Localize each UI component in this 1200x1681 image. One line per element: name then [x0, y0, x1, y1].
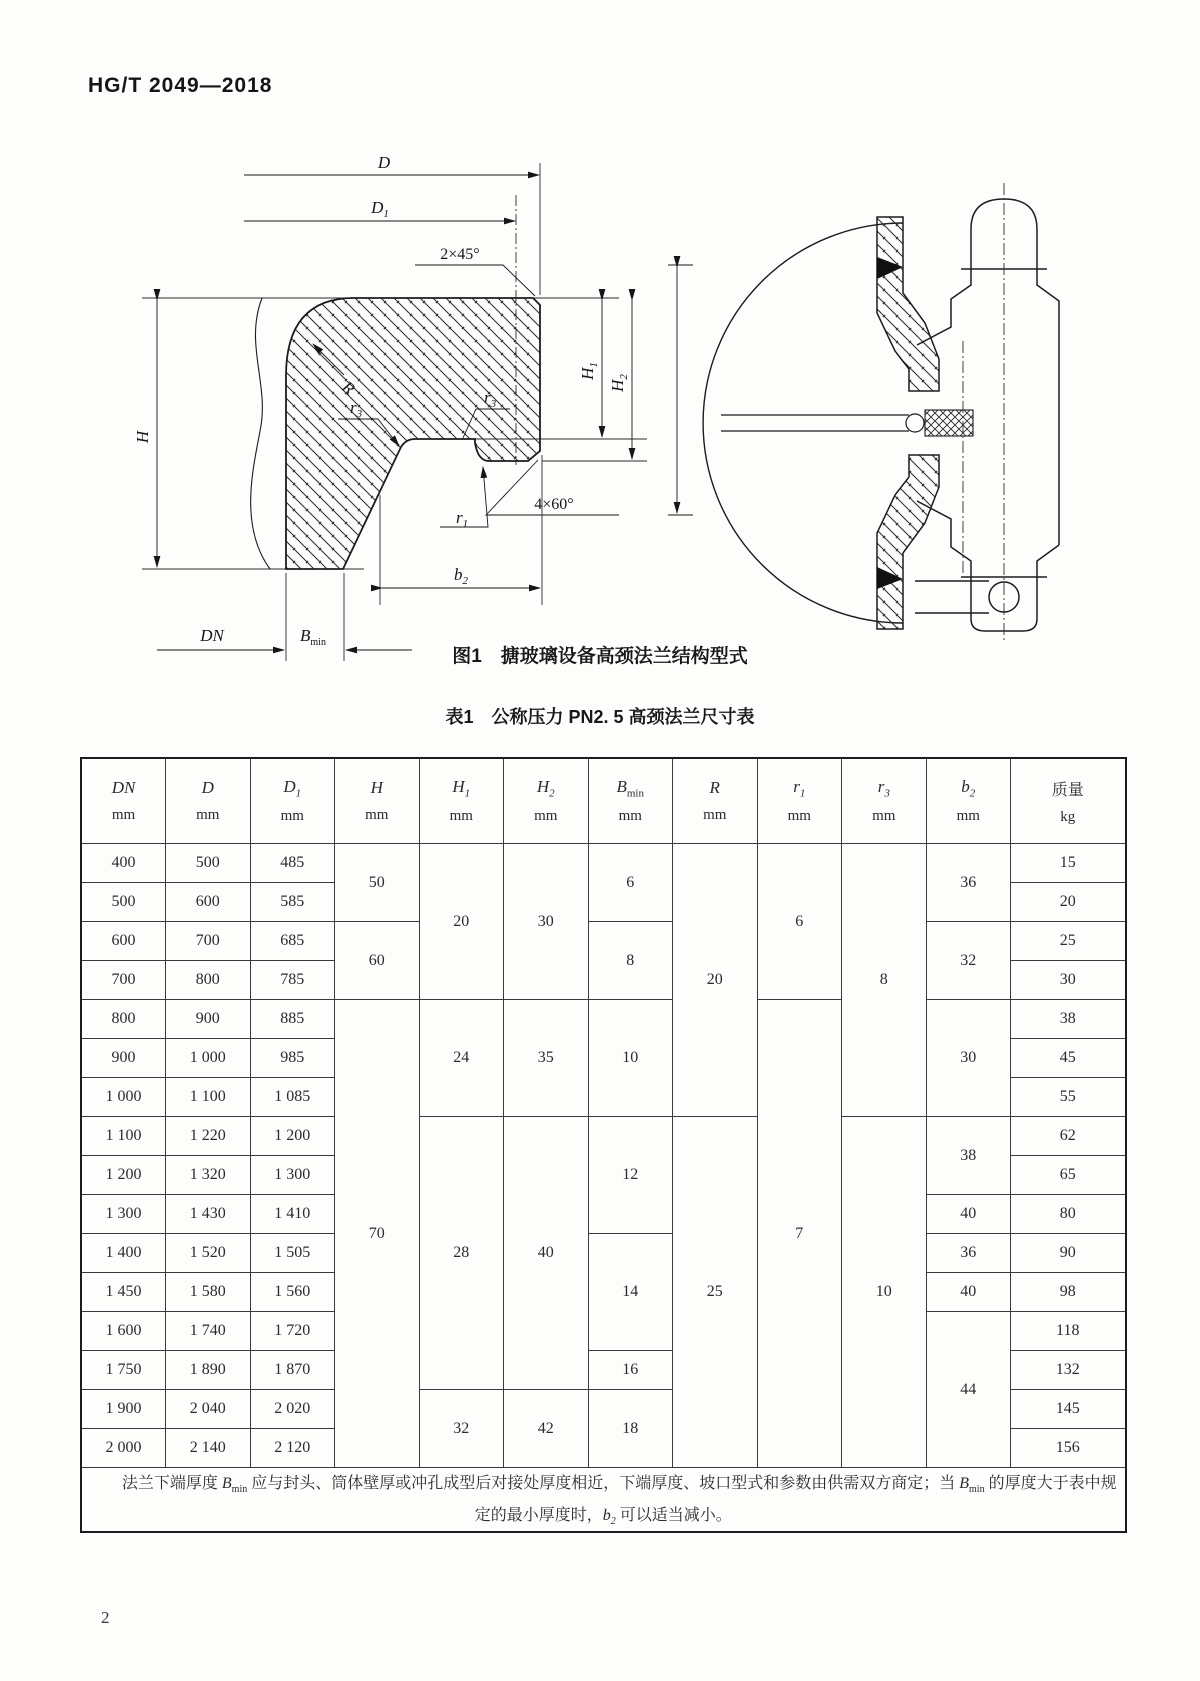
- table-cell: 1 870: [250, 1351, 335, 1390]
- table-cell: 1 750: [81, 1351, 166, 1390]
- table-cell: 1 000: [81, 1078, 166, 1117]
- dim-label-chamfer-top: 2×45°: [440, 246, 480, 263]
- table-cell: 40: [926, 1195, 1011, 1234]
- table-cell: 1 560: [250, 1273, 335, 1312]
- dim-label-b2: $b_2$: [454, 565, 468, 587]
- table-cell: 30: [926, 1000, 1011, 1117]
- table-cell: 2 120: [250, 1429, 335, 1468]
- clamp-assembly-drawing: [663, 173, 1075, 650]
- table-cell: 700: [81, 961, 166, 1000]
- table-cell: 25: [1011, 922, 1126, 961]
- table-cell: 600: [81, 922, 166, 961]
- table-cell: 44: [926, 1312, 1011, 1468]
- table-cell: 1 300: [250, 1156, 335, 1195]
- dim-line-left: [668, 265, 693, 515]
- table-cell: 1 100: [166, 1078, 251, 1117]
- table-cell: 1 400: [81, 1234, 166, 1273]
- table-cell: 1 600: [81, 1312, 166, 1351]
- table-cell: 2 020: [250, 1390, 335, 1429]
- flange-ring-bottom-section: [877, 455, 939, 629]
- dimension-table: [80, 757, 1127, 1533]
- table-cell: 36: [926, 1234, 1011, 1273]
- dim-label-H: H: [133, 430, 152, 444]
- table-cell: 55: [1011, 1078, 1126, 1117]
- table-cell: 50: [335, 844, 420, 922]
- table-cell: 1 580: [166, 1273, 251, 1312]
- break-line: [251, 298, 270, 569]
- table-cell: 885: [250, 1000, 335, 1039]
- table-cell: 40: [504, 1117, 589, 1390]
- figure-caption: 图1 搪玻璃设备高颈法兰结构型式: [452, 646, 748, 667]
- dim-label-chamfer-bottom: 4×60°: [534, 496, 574, 513]
- table-row: [81, 1117, 1126, 1156]
- table-cell: 400: [81, 844, 166, 883]
- table-cell: 1 890: [166, 1351, 251, 1390]
- table-cell: 30: [504, 844, 589, 1000]
- table-cell: 30: [1011, 961, 1126, 1000]
- table-cell: 98: [1011, 1273, 1126, 1312]
- table-cell: 32: [926, 922, 1011, 1000]
- table-cell: 8: [588, 922, 673, 1000]
- table-note: 法兰下端厚度 $B_{min}$ 应与封头、筒体壁厚或冲孔成型后对接处厚度相近，下端厚度、坡口型式和参数由供需双方商定；当 $B_{min}$ 的厚度大于表中规定的最小厚度时，$b_2$ 可以适当减小。: [81, 1468, 1126, 1533]
- table-row: [81, 1234, 1126, 1273]
- table-row: [81, 844, 1126, 883]
- dim-label-D1: $D_1$: [371, 198, 389, 220]
- table-cell: 1 410: [250, 1195, 335, 1234]
- column-header: R mm: [673, 758, 758, 844]
- table-cell: 7: [757, 1000, 842, 1468]
- table-cell: 2 000: [81, 1429, 166, 1468]
- table-cell: 2 140: [166, 1429, 251, 1468]
- table-cell: 62: [1011, 1117, 1126, 1156]
- table-cell: 20: [419, 844, 504, 1000]
- table-header: [81, 758, 1126, 844]
- table-cell: 1 200: [81, 1156, 166, 1195]
- table-cell: 1 085: [250, 1078, 335, 1117]
- table-cell: 38: [926, 1117, 1011, 1195]
- table-cell: 1 000: [166, 1039, 251, 1078]
- dim-label-R: R: [338, 377, 359, 399]
- table-cell: 45: [1011, 1039, 1126, 1078]
- table-cell: 40: [926, 1273, 1011, 1312]
- table-cell: 1 520: [166, 1234, 251, 1273]
- table-cell: 785: [250, 961, 335, 1000]
- table-cell: 800: [81, 1000, 166, 1039]
- table-cell: 800: [166, 961, 251, 1000]
- table-cell: 70: [335, 1000, 420, 1468]
- leader-chamfer-top: [415, 265, 535, 296]
- table-cell: 1 320: [166, 1156, 251, 1195]
- dim-label-H2: $H_2$: [608, 374, 630, 392]
- column-header: H mm: [335, 758, 420, 844]
- head-outline-arc: [703, 223, 903, 623]
- table-cell: 6: [757, 844, 842, 1000]
- table-cell: 6: [588, 844, 673, 922]
- table-cell: 8: [842, 844, 927, 1117]
- table-cell: 1 450: [81, 1273, 166, 1312]
- dim-label-DN: DN: [200, 626, 224, 645]
- column-header: $H_1$ mm: [419, 758, 504, 844]
- table-cell: 36: [926, 844, 1011, 922]
- dim-label-D: D: [377, 153, 391, 172]
- table-cell: 65: [1011, 1156, 1126, 1195]
- dim-label-r3-right: $r_3$: [484, 388, 497, 410]
- table-cell: 10: [842, 1117, 927, 1468]
- table-row: [81, 922, 1126, 961]
- table-cell: 35: [504, 1000, 589, 1117]
- column-header: $H_2$ mm: [504, 758, 589, 844]
- table-cell: 685: [250, 922, 335, 961]
- table-row: [81, 1000, 1126, 1039]
- table-cell: 1 720: [250, 1312, 335, 1351]
- table-cell: 156: [1011, 1429, 1126, 1468]
- table-cell: 32: [419, 1390, 504, 1468]
- table-cell: 90: [1011, 1234, 1126, 1273]
- flange-section-drawing: [112, 133, 660, 671]
- table-cell: 1 300: [81, 1195, 166, 1234]
- table-caption: 表1 公称压力 PN2. 5 高颈法兰尺寸表: [445, 707, 755, 727]
- column-header: DN mm: [81, 758, 166, 844]
- column-header: $b_2$ mm: [926, 758, 1011, 844]
- page-number: 2: [101, 1608, 110, 1627]
- dim-label-H1: $H_1$: [578, 362, 600, 380]
- table-cell: 1 220: [166, 1117, 251, 1156]
- column-header: $r_3$ mm: [842, 758, 927, 844]
- flange-ring-top-section: [877, 217, 939, 391]
- table-cell: 145: [1011, 1390, 1126, 1429]
- standard-code: HG/T 2049—2018: [88, 74, 273, 97]
- table-cell: 700: [166, 922, 251, 961]
- table-cell: 500: [166, 844, 251, 883]
- column-header: $D_1$ mm: [250, 758, 335, 844]
- table-cell: 900: [81, 1039, 166, 1078]
- table-cell: 1 430: [166, 1195, 251, 1234]
- dim-label-r1: $r_1$: [456, 508, 469, 530]
- table-cell: 1 200: [250, 1117, 335, 1156]
- table-cell: 38: [1011, 1000, 1126, 1039]
- table-cell: 20: [1011, 883, 1126, 922]
- table-cell: 42: [504, 1390, 589, 1468]
- table-cell: 132: [1011, 1351, 1126, 1390]
- column-header: 质量 kg: [1011, 758, 1126, 844]
- table-cell: 1 100: [81, 1117, 166, 1156]
- table-cell: 485: [250, 844, 335, 883]
- table-cell: 15: [1011, 844, 1126, 883]
- table-cell: 985: [250, 1039, 335, 1078]
- table-cell: 25: [673, 1117, 758, 1468]
- column-header: D mm: [166, 758, 251, 844]
- table-cell: 118: [1011, 1312, 1126, 1351]
- table-cell: 500: [81, 883, 166, 922]
- table-cell: 14: [588, 1234, 673, 1351]
- table-cell: 28: [419, 1117, 504, 1390]
- table-cell: 12: [588, 1117, 673, 1234]
- dim-label-r3-left: $r_3$: [350, 398, 363, 420]
- table-cell: 900: [166, 1000, 251, 1039]
- table-cell: 1 740: [166, 1312, 251, 1351]
- gasket-crosshatch: [925, 410, 973, 436]
- mid-joint-lines: [721, 414, 924, 432]
- dim-label-Bmin: $B_{min}$: [300, 626, 326, 648]
- column-header: $r_1$ mm: [757, 758, 842, 844]
- table-cell: 20: [673, 844, 758, 1117]
- column-header: $B_{min}$ mm: [588, 758, 673, 844]
- table-cell: 24: [419, 1000, 504, 1117]
- table-cell: 2 040: [166, 1390, 251, 1429]
- table-cell: 1 505: [250, 1234, 335, 1273]
- table-cell: 600: [166, 883, 251, 922]
- table-cell: 1 900: [81, 1390, 166, 1429]
- table-cell: 18: [588, 1390, 673, 1468]
- flange-section-outline: [286, 298, 540, 569]
- table-cell: 16: [588, 1351, 673, 1390]
- table-cell: 60: [335, 922, 420, 1000]
- table-cell: 585: [250, 883, 335, 922]
- table-cell: 10: [588, 1000, 673, 1117]
- table-cell: 80: [1011, 1195, 1126, 1234]
